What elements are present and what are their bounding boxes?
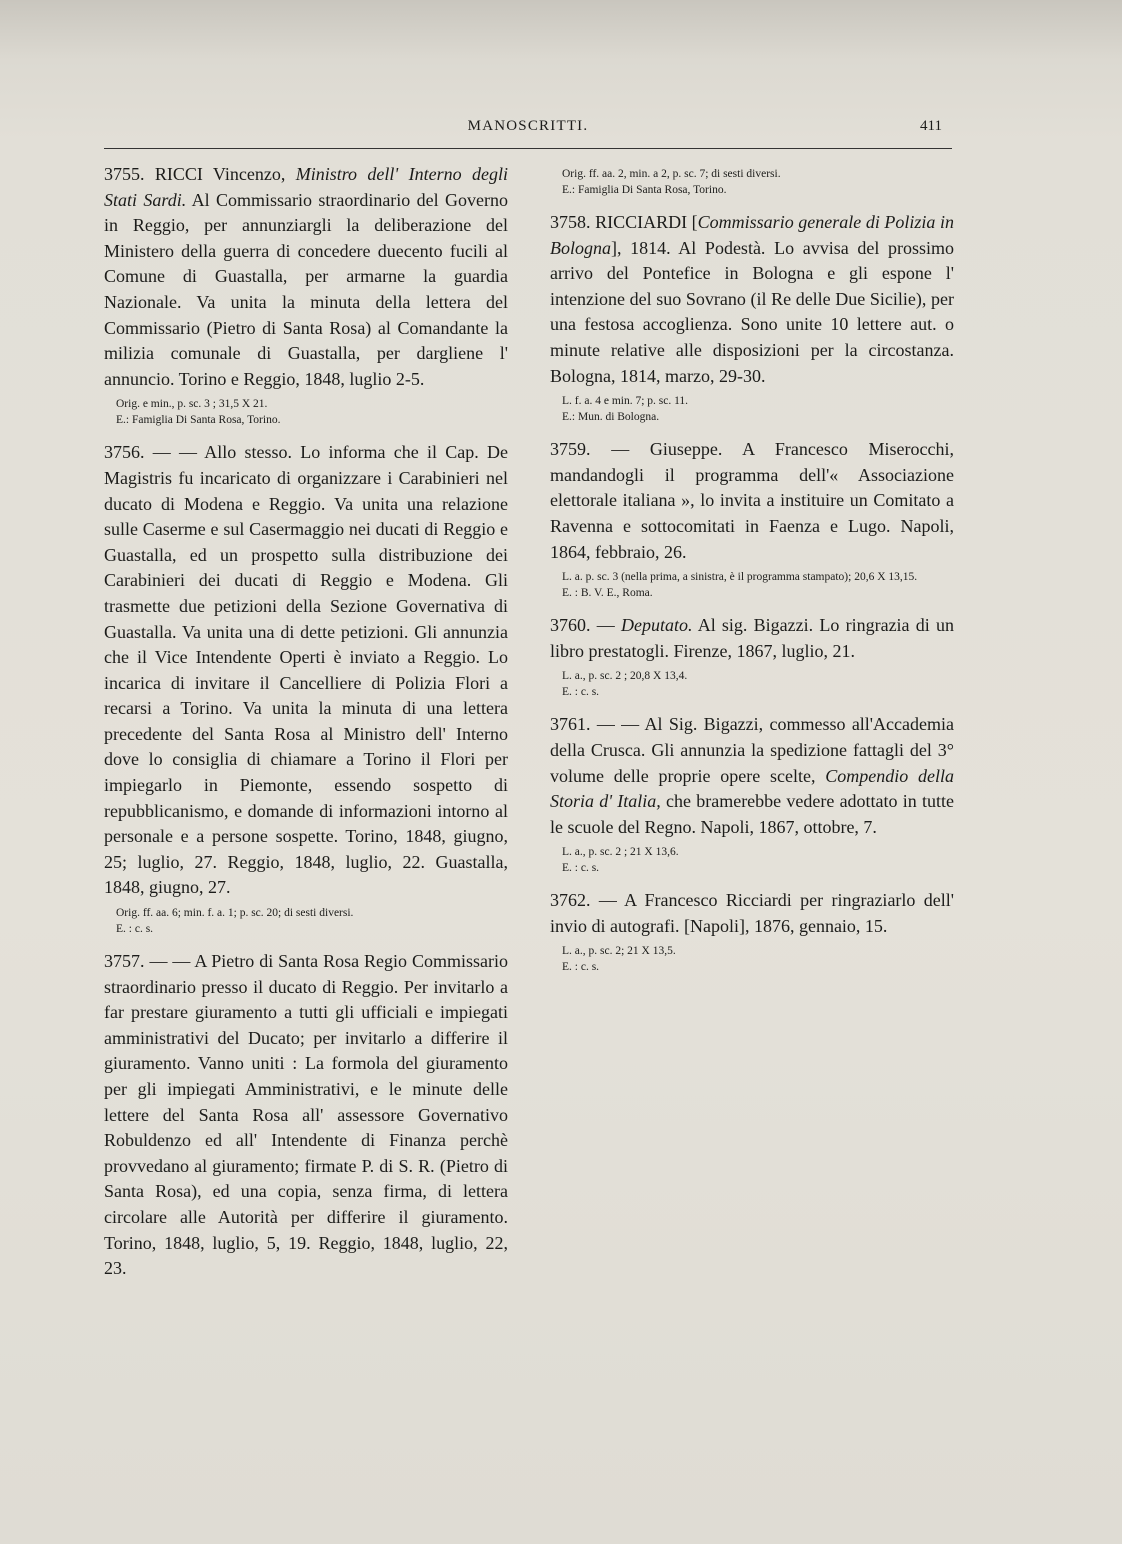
note-line: E.: Famiglia Di Santa Rosa, Torino.	[116, 413, 281, 426]
note-line: L. a., p. sc. 2 ; 21 X 13,6.	[562, 846, 679, 859]
note-line: E. : c. s.	[116, 922, 154, 935]
entry-3756	[104, 440, 508, 937]
entry-text-part: Al Commissario straordinario del Governo in Reggio, per annunziargli la deliberazione del Ministero della guerra di concedere duecento fucili al Comune di Guastalla, per armarne la guardia Nazionale. Va unita la minuta della lettera del Commissario (Pietro di Santa Rosa) al Comandante la milizia comunale di Guastalla, per dargliene l' annuncio. Torino e Reggio, 1848, luglio 2-5.	[104, 189, 509, 389]
note-line: L. a. p. sc. 3 (nella prima, a sinistra, è il programma stampato); 20,6 X 13,15.	[562, 571, 918, 584]
page-number: 411	[920, 118, 942, 134]
note-line: E. : B. V. E., Roma.	[562, 586, 653, 599]
entry-note	[116, 906, 508, 937]
entry-note	[562, 167, 954, 198]
entry-3758	[550, 210, 954, 425]
note-line: Orig. ff. aa. 6; min. f. a. 1; p. sc. 20; di sesti diversi.	[116, 907, 354, 920]
entry-3761	[550, 712, 954, 876]
entry-note	[562, 669, 954, 700]
right-column	[550, 162, 954, 987]
entry-text: 3762. — A Francesco Ricciardi per ringraziarlo dell' invio di autografi. [Napoli], 1876, gennaio, 15.	[550, 890, 954, 936]
note-line: L. f. a. 4 e min. 7; p. sc. 11.	[562, 395, 689, 408]
entry-text-part: 3758. RICCIARDI [	[550, 212, 698, 232]
entry-text	[550, 210, 954, 389]
entry-title: Compendio della Storia d' Italia,	[550, 765, 954, 812]
entry-text-part: ], 1814. Al Podestà. Lo avvisa del prossimo arrivo del Pontefice in Bologna e gli espone l' intenzione del suo Sovrano (il Re delle Due Sicilie), per una festosa accoglienza. Sono unite 10 lettere aut. o minute relative alle disposizioni per la circostanza. Bologna, 1814, marzo, 29-30.	[550, 237, 954, 386]
entry-text	[550, 613, 954, 664]
note-line: L. a., p. sc. 2 ; 20,8 X 13,4.	[562, 670, 688, 683]
entry-3759	[550, 437, 954, 601]
entry-text-part: 3760. —	[550, 615, 621, 636]
entry-title: Commissario generale di Polizia in Bologna	[550, 212, 955, 258]
left-column	[104, 162, 508, 1294]
note-line: E. : c. s.	[562, 960, 600, 973]
entry-text: 3757. — — A Pietro di Santa Rosa Regio Commissario straordinario presso il ducato di Reggio. Per invitarlo a far prestare giuramento a tutti gli ufficiali e impiegati amministrativi del Ducato; per invitarlo a differire il giuramento. Vanno uniti : La formola del giuramento per gli impiegati Amministrativi, e le minute delle lettere del Santa Rosa all' assessore Governativo Robuldenzo ed all' Intendente di Finanza perchè provvedano al giuramento; firmate P. di S. R. (Pietro di Santa Rosa), ed una copia, senza firma, di lettera circolare alle Autorità per differire il giuramento. Torino, 1848, luglio, 5, 19. Reggio, 1848, luglio, 22, 23.	[104, 951, 508, 1279]
page-header	[104, 118, 952, 142]
entry-title: Deputato.	[620, 615, 693, 636]
entry-text	[104, 162, 508, 392]
entry-3762	[550, 888, 954, 975]
note-line: Orig. e min., p. sc. 3 ; 31,5 X 21.	[116, 398, 268, 411]
entry-text-part: 3761. — — Al Sig. Bigazzi, commesso all'Accademia della Crusca. Gli annunzia la spedizione fattagli del 3° volume delle proprie opere scelte,	[550, 714, 954, 786]
entry-note	[562, 570, 954, 601]
entry-3757	[104, 949, 508, 1282]
note-line: L. a., p. sc. 2; 21 X 13,5.	[562, 945, 676, 958]
note-line: E. : c. s.	[562, 861, 600, 874]
note-line: E.: Mun. di Bologna.	[562, 410, 660, 423]
entry-text-part: 3755. RICCI Vincenzo,	[104, 164, 296, 184]
entry-3760	[550, 613, 954, 700]
note-line: E. : c. s.	[562, 685, 600, 698]
entry-note	[116, 397, 508, 428]
entry-text: 3756. — — Allo stesso. Lo informa che il Cap. De Magistris fu incaricato di organizzare i Carabinieri nel ducato di Modena e Reggio. Va unita una relazione sulle Caserme e sul Casermaggio nei ducati di Reggio e Guastalla, ed un prospetto sulla distribuzione dei Carabinieri dei ducati di Reggio e Modena. Gli trasmette due petizioni della Sezione Governativa di Guastalla. Va unita una di dette petizioni. Gli annunzia che il Vice Intendente Operti è inviato a Reggio. Lo incarica di invitare il Cancelliere di Polizia Flori a recarsi a Torino. Va unita la minuta di una lettera precedente del Santa Rosa al Ministro dell' Interno dove lo consiglia di chiamare a Torino il Flori per impiegarlo in Piemonte, essendo sospetto di repubblicanismo, e domande di informazioni intorno al personale e a persone sospette. Torino, 1848, giugno, 25; luglio, 27. Reggio, 1848, luglio, 22. Guastalla, 1848, giugno, 27.	[104, 442, 508, 898]
entry-note	[562, 845, 954, 876]
entry-3755	[104, 162, 508, 428]
entry-text-part: Al sig. Bigazzi. Lo ringrazia di un libro prestatogli. Firenze, 1867, luglio, 21.	[550, 615, 955, 661]
entry-title: Ministro dell' Interno degli Stati Sardi.	[104, 164, 508, 210]
running-title: MANOSCRITTI.	[467, 118, 589, 134]
entry-text-part: che bramerebbe vedere adottato in tutte le scuole del Regno. Napoli, 1867, ottobre, 7.	[550, 791, 954, 837]
note-line: Orig. ff. aa. 2, min. a 2, p. sc. 7; di sesti diversi.	[562, 168, 781, 180]
entry-text	[550, 712, 954, 840]
note-line: E.: Famiglia Di Santa Rosa, Torino.	[562, 183, 727, 196]
entry-note	[562, 944, 954, 975]
entry-text: 3759. — Giuseppe. A Francesco Miserocchi, mandandogli il programma dell'« Associazione elettorale italiana », lo invita a instituire un Comitato a Ravenna e sottocomitati in Faenza e Lugo. Napoli, 1864, febbraio, 26.	[550, 439, 954, 562]
header-rule	[104, 148, 952, 149]
entry-3757-notes	[550, 167, 954, 198]
entry-note	[562, 394, 954, 425]
